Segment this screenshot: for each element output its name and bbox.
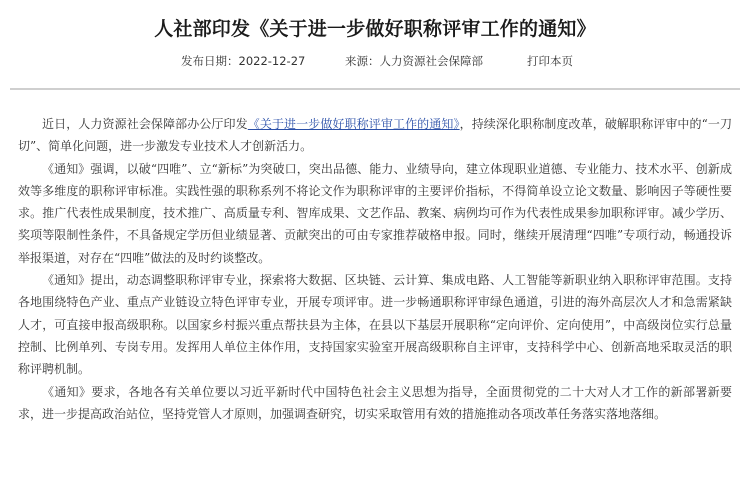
publish-date: 发布日期：2022-12-27 (181, 54, 306, 68)
header-divider (10, 88, 740, 90)
paragraph-1-intro: 近日，人力资源社会保障部办公厅印发 (42, 117, 248, 131)
notice-link[interactable]: 《关于进一步做好职称评审工作的通知》 (247, 117, 460, 131)
paragraph-4: 《通知》要求，各地各有关单位要以习近平新时代中国特色社会主义思想为指导，全面贯彻党的二十大对人才工作的新部署新要求，进一步提高政治站位，坚持党管人才原则，加强调查研究，切实采取管用有效的措施推动各项改革任务落实落地落细。 (18, 384, 732, 421)
paragraph-1 (18, 113, 732, 158)
paragraph-3: 《通知》提出，动态调整职称评审专业，探索将大数据、区块链、云计算、集成电路、人工智能等新职业纳入职称评审范围。支持各地围绕特色产业、重点产业链设立特色评审专业，开展专项评审。进一步畅通职称评审绿色通道，引进的海外高层次人才和急需紧缺人才，可直接申报高级职称。以国家乡村振兴重点帮扶县为主体，在县以下基层开展职称“定向评价、定向使用”，中高级岗位实行总量控制、比例单列、专岗专用。发挥用人单位主体作用，支持国家实验室开展高级职称自主评审，支持科学中心、创新高地采取灵活的职称评聘机制。 (18, 273, 732, 377)
paragraph-2: 《通知》强调，以破“四唯”、立“新标”为突破口，突出品德、能力、业绩导向，建立体现职业道德、专业能力、技术水平、创新成效等多维度的职称评审标准。实践性强的职称系列不将论文作为职称评审的主要评价指标，不得简单设立论文数量、影响因子等硬性要求。推广代表性成果制度，技术推广、高质量专利、智库成果、文艺作品、教案、病例均可作为代表性成果参加职称评审。减少学历、奖项等限制性条件，不具备规定学历但业绩显著、贡献突出的可由专家推荐破格申报。同时，继续开展清理“四唯”专项行动，畅通投诉举报渠道，对存在“四唯”做法的及时约谈整改。 (18, 161, 732, 265)
paragraph-1-rest: ，持续深化职称制度改革，破解职称评审中的“一刀切”、简单化问题，进一步激发专业技术人才创新活力。 (18, 117, 732, 154)
article-body (18, 113, 732, 425)
page-title: 人社部印发《关于进一步做好职称评审工作的通知》 (154, 18, 596, 40)
source-label: 来源：人力资源社会保障部 (345, 54, 483, 68)
print-page-link[interactable]: 打印本页 (527, 54, 573, 68)
